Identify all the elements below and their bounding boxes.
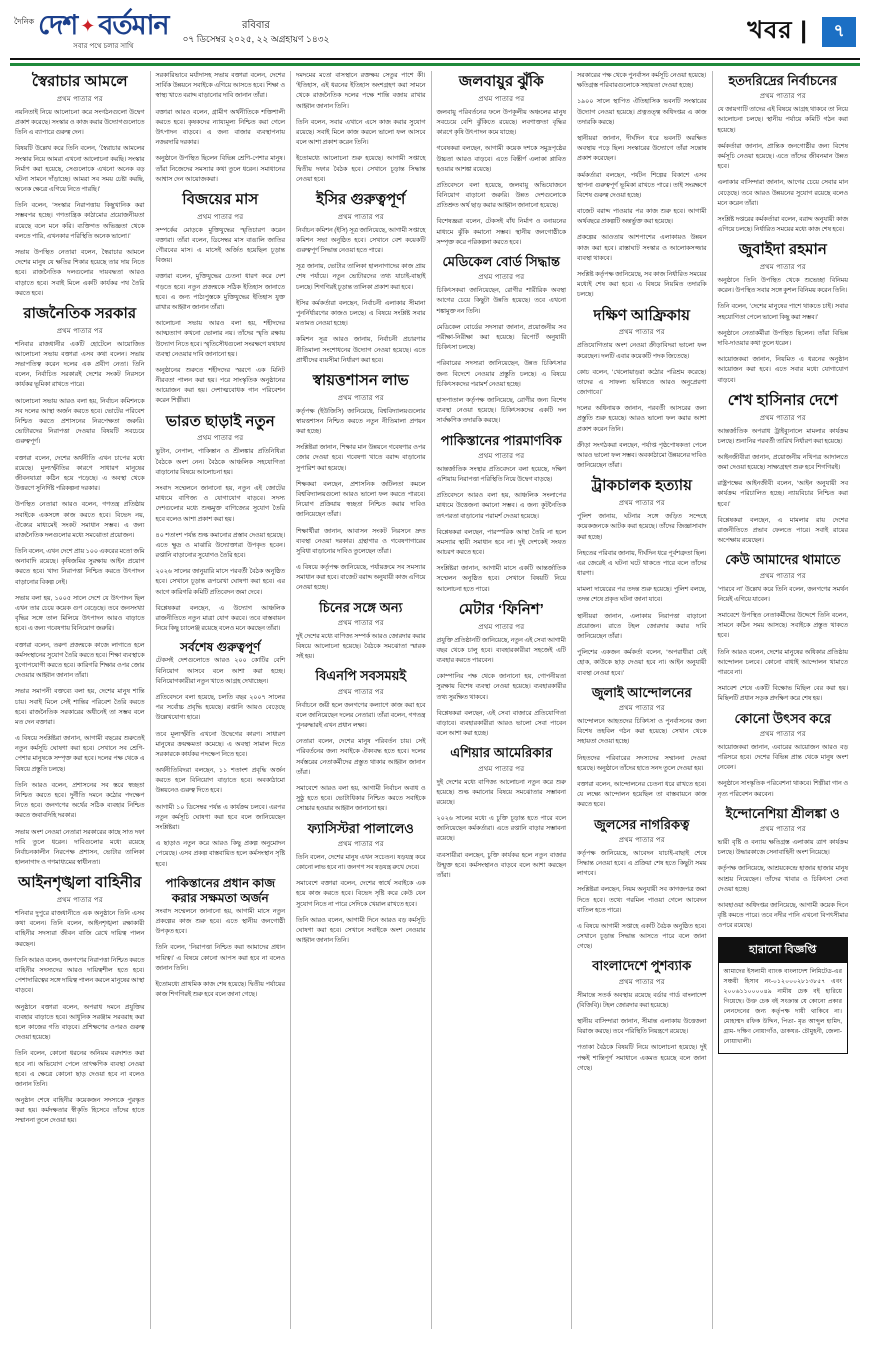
article-subline: প্রথম পাতার পর bbox=[618, 329, 665, 337]
article bbox=[437, 601, 567, 739]
article-subline: প্রথম পাতার পর bbox=[478, 274, 525, 282]
newspaper-logo[interactable] bbox=[14, 12, 169, 52]
article-subline: প্রথম পাতার পর bbox=[759, 825, 806, 833]
article bbox=[437, 73, 567, 248]
article-paragraph: প্রযুক্তি প্রতিষ্ঠানটি জানিয়েছে, নতুন এই সেবা আগামী বছর থেকে চালু হবে। ব্যবহারকারীরা সহজেই এটি ব্যবহার করতে পারবেন। bbox=[436, 636, 566, 664]
article-paragraph: অনুষ্ঠানের শুরুতে শহীদদের স্মরণে এক মিনিট নীরবতা পালন করা হয়। পরে সাংস্কৃতিক অনুষ্ঠানের আয়োজন করা হয়। দেশাত্মবোধক গান পরিবেশন করেন শিল্পীরা। bbox=[155, 366, 285, 405]
article-paragraph: সভায় উপস্থিত নেতারা বলেন, স্বৈরাচার আমলে দেশের মানুষ যে ক্ষতির শিকার হয়েছে তার দায় নিতে হবে। রাজনৈতিক দলগুলোর দায়বদ্ধতা আরও বাড়াতে হবে। সবাই মিলে একটি কার্যকর পথ তৈরি করতে হবে। bbox=[15, 249, 145, 297]
article-paragraph: শনিবার দুপুরে রাজধানীতে এক অনুষ্ঠানে তিনি এসব কথা বলেন। তিনি বলেন, আইনশৃঙ্খলা রক্ষাকারী বাহিনীর সদস্যরা জীবন বাজি রেখে দায়িত্ব পালন করছেন। bbox=[15, 910, 145, 948]
article-paragraph: আন্তর্জাতিক অপরাধ ট্রাইব্যুনালে মামলার কার্যক্রম চলছে। শুনানির পরবর্তী তারিখ নির্ধারণ করা হয়েছে। bbox=[717, 427, 848, 445]
article-paragraph: কর্মকর্তারা জানান, প্রান্তিক জনগোষ্ঠীর জন্য বিশেষ কর্মসূচি নেওয়া হয়েছে। এতে তাঁদের জীবনমান উন্নত হবে। bbox=[717, 142, 848, 171]
article-paragraph: ১৯০০ সালে স্থাপিত ঐতিহাসিক ভবনটি সংস্কারের উদ্যোগ নেওয়া হয়েছে। প্রত্নতত্ত্ব অধিদপ্তর এ কাজ তদারকি করছে। bbox=[577, 98, 707, 126]
article-headline: কোনো উৎসব করে bbox=[734, 710, 831, 726]
article-headline: পাকিস্তানের পারমাণবিক bbox=[440, 432, 562, 448]
article-paragraph: ব্যবসায়ীরা বলছেন, চুক্তি কার্যকর হলে নতুন বাজার উন্মুক্ত হবে। কর্মসংস্থানও বাড়বে বলে আশা করছেন তাঁরা। bbox=[436, 851, 566, 879]
article-paragraph: দুই দেশের মধ্যে বাণিজ্য সম্পর্ক আরও জোরদার করার বিষয়ে আলোচনা হয়েছে। বৈঠকে সমঝোতা স্মারক সই হয়। bbox=[296, 632, 426, 661]
article-paragraph: সমাবেশ শেষে একটি বিক্ষোভ মিছিল বের করা হয়। মিছিলটি প্রধান সড়ক প্রদক্ষিণ করে শেষ হয়। bbox=[717, 685, 848, 703]
article-paragraph: নির্বাচন কমিশন (ইসি) সূত্র জানিয়েছে, আগামী সপ্তাহে কমিশন সভা অনুষ্ঠিত হবে। সেখানে বেশ কয়েকটি গুরুত্বপূর্ণ সিদ্ধান্ত নেওয়া হতে পারে। bbox=[296, 226, 426, 254]
article bbox=[437, 745, 567, 881]
article-paragraph: তিনি আরও বলেন, জনগণের নিরাপত্তা নিশ্চিত করতে বাহিনীর সদস্যদের আরও দায়িত্বশীল হতে হবে। পেশাদারিত্বের সঙ্গে দায়িত্ব পালন করলে মানুষের আস্থা বাড়বে। bbox=[15, 956, 145, 995]
article-paragraph: প্রতিবেদনে বলা হয়েছে, জলবায়ু অভিযোজনে বিনিয়োগ বাড়ানো জরুরি। উন্নত দেশগুলোকে প্রতিশ্রুত অর্থ ছাড় করার আহ্বান জানানো হয়েছে। bbox=[436, 181, 566, 210]
article-paragraph: উপস্থিত নেতারা আরও বলেন, গণতন্ত্র প্রতিষ্ঠায় সবাইকে একসঙ্গে কাজ করতে হবে। বিভেদ নয়, ঐক্যের মাধ্যমেই সংকট সমাধান সম্ভব। এ জন্য রাজনৈতিক দলগুলোর মধ্যে সমঝোতা প্রয়োজন। bbox=[15, 501, 145, 539]
article-headline: জুবাইদা রহমান bbox=[738, 241, 827, 259]
article-paragraph: সরকারের পক্ষ থেকে পুনর্বাসন কর্মসূচি নেওয়া হয়েছে। ক্ষতিগ্রস্ত পরিবারগুলোকে সহায়তা দেওয়া হচ্ছে। bbox=[577, 72, 707, 90]
article-continuation bbox=[296, 71, 426, 185]
article-subline: প্রথম পাতার পর bbox=[478, 623, 525, 631]
article-continuation bbox=[577, 71, 707, 301]
article-headline: স্বৈরাচার আমলে bbox=[31, 73, 128, 90]
column-6 bbox=[713, 71, 854, 1329]
article-paragraph: জলবায়ু পরিবর্তনের ফলে উপকূলীয় অঞ্চলের মানুষ সবচেয়ে বেশি ঝুঁকিতে রয়েছে। লবণাক্ততা বৃদ্ধির কারণে কৃষি উৎপাদন কমে যাচ্ছে। bbox=[436, 108, 566, 137]
article-headline: দক্ষিণ আফ্রিকায় bbox=[593, 306, 691, 324]
article-subline: প্রথম পাতার পর bbox=[337, 688, 384, 696]
article-paragraph: বিশেষজ্ঞরা বলেন, টেকসই বাঁধ নির্মাণ ও বনায়নের মাধ্যমে ঝুঁকি কমানো সম্ভব। স্থানীয় জনগোষ্ঠীকে সম্পৃক্ত করে পরিকল্পনা করতে হবে। bbox=[436, 218, 566, 246]
article-paragraph: অনুষ্ঠানে তিনি উপস্থিত থেকে শুভেচ্ছা বিনিময় করেন। উপস্থিত সবার সঙ্গে কুশল বিনিময় করেন তিনি। bbox=[717, 277, 848, 295]
classified-ad bbox=[718, 937, 849, 1053]
article-paragraph: ভারী বৃষ্টি ও বন্যায় ক্ষতিগ্রস্ত এলাকায় ত্রাণ কার্যক্রম চলছে। উদ্ধারকাজে সেনাবাহিনী অংশ নিয়েছে। bbox=[717, 838, 848, 857]
article-paragraph: অনুষ্ঠান শেষে বাহিনীর কয়েকজন সদস্যকে পুরস্কৃত করা হয়। কর্মদক্ষতার স্বীকৃতি হিসেবে তাঁদের হাতে সম্মাননা তুলে দেওয়া হয়। bbox=[15, 1097, 145, 1125]
article-paragraph: টেকসই দেশগুলোতে আরও ২০০ কোটির বেশি বিনিয়োগ আসবে বলে আশা করা হচ্ছে। বিনিয়োগকারীরা নতুন খাতে আগ্রহ দেখাচ্ছেন। bbox=[155, 657, 285, 685]
article-paragraph: আয়োজকরা জানান, এবারের আয়োজন আরও বড় পরিসরে হবে। দেশের বিভিন্ন প্রান্ত থেকে মানুষ অংশ নেবেন। bbox=[717, 743, 848, 772]
article-paragraph: এ বিষয়ে সংশ্লিষ্টরা জানান, আগামী বছরের শুরুতেই নতুন কর্মসূচি ঘোষণা করা হবে। সেখানে সব শ্রেণি-পেশার মানুষকে সম্পৃক্ত করা হবে। দলের পক্ষ থেকে এ বিষয়ে প্রস্তুতি চলছে। bbox=[15, 735, 145, 773]
article bbox=[577, 958, 707, 1074]
article-paragraph: যে জায়গাটি তাদের এই বিষয়ে আগ্রহ থাকবে তা নিয়ে আলোচনা চলছে। স্থানীয় পর্যায়ে কমিটি গঠন করা হয়েছে। bbox=[717, 106, 848, 134]
article-paragraph: ইসির কর্মকর্তারা বলছেন, নির্বাচনী এলাকার সীমানা পুনর্নির্ধারণের কাজও চলছে। এ বিষয়ে সংশ্লিষ্ট সবার মতামত নেওয়া হচ্ছে। bbox=[296, 299, 426, 328]
logo-word-bartaman: বর্তমান bbox=[98, 10, 169, 40]
article-paragraph: সমাবেশে বক্তারা বলেন, দেশের স্বার্থে সবাইকে এক হয়ে কাজ করতে হবে। বিভেদ সৃষ্টি করে কেউ যেন সুযোগ নিতে না পারে সেদিকে খেয়াল রাখতে হবে। bbox=[296, 880, 426, 908]
article-paragraph: শিক্ষার্থীরা জানান, আবাসন সংকট নিরসনে দ্রুত ব্যবস্থা নেওয়া দরকার। গ্রন্থাগার ও গবেষণাগারের সুবিধা বাড়ানোর দাবিও তুলেছেন তাঁরা। bbox=[296, 527, 426, 555]
article-paragraph: নেতারা বলেন, দেশের মানুষ পরিবর্তন চায়। সেই পরিবর্তনের জন্য সবাইকে ঐক্যবদ্ধ হতে হবে। দলের সর্বস্তরের নেতাকর্মীদের প্রস্তুত থাকার আহ্বান জানান তাঁরা। bbox=[296, 738, 426, 776]
article-subline: প্রথম পাতার পর bbox=[478, 95, 525, 103]
article-paragraph: বক্তারা বলেন, মুক্তিযুদ্ধের চেতনা ধারণ করে দেশ গড়তে হবে। নতুন প্রজন্মকে সঠিক ইতিহাস জানাতে হবে। এ জন্য পাঠ্যপুস্তকে মুক্তিযুদ্ধের ইতিহাস যুক্ত রাখার আহ্বান জানান তাঁরা। bbox=[155, 273, 285, 311]
article-paragraph: পরিবারের সদস্যরা জানিয়েছেন, উন্নত চিকিৎসার জন্য বিদেশে নেওয়ার প্রস্তুতি চলছে। এ বিষয়ে চিকিৎসকদের পরামর্শ নেওয়া হচ্ছে। bbox=[436, 360, 566, 388]
article-paragraph: ২০২৬ সালের মধ্যে এ চুক্তি চূড়ান্ত হতে পারে বলে জানিয়েছেন কর্মকর্তারা। এতে রপ্তানি বাড়ার সম্ভাবনা রয়েছে। bbox=[436, 815, 566, 843]
article-paragraph: অনুষ্ঠানে বক্তারা বলেন, অপরাধ দমনে প্রযুক্তির ব্যবহার বাড়াতে হবে। আধুনিক সরঞ্জাম সরবরাহ করা হলে কাজের গতি বাড়বে। প্রশিক্ষণের ওপরও গুরুত্ব দেওয়া হয়েছে। bbox=[15, 1003, 145, 1042]
article-paragraph: সংশ্লিষ্টরা জানান, আগামী মাসে একটি আন্তর্জাতিক সম্মেলন অনুষ্ঠিত হবে। সেখানে বিষয়টি নিয়ে আলোচনা হতে পারে। bbox=[436, 565, 566, 593]
article-paragraph: তিনি বলেন, দেশের মানুষ এখন সচেতন। ষড়যন্ত্র করে কোনো লাভ হবে না। জনগণ সব ষড়যন্ত্র রুখে দেবে। bbox=[296, 853, 426, 871]
article-headline: মেটার ‘ফিনিশ’ bbox=[458, 600, 544, 618]
article-paragraph: শনিবার রাজধানীর একটি হোটেলে আয়োজিত আলোচনা সভায় বক্তারা এসব কথা বলেন। সভায় সভাপতিত্ব করেন দলের এক প্রবীণ নেতা। তিনি বলেন, নির্বাচিত সরকারই দেশের সংকট নিরসনে কার্যকর ভূমিকা রাখতে পারে। bbox=[15, 340, 145, 389]
article-paragraph: স্থানীয়রা জানান, দীর্ঘদিন ধরে ভবনটি অরক্ষিত অবস্থায় পড়ে ছিল। সংস্কারের উদ্যোগে তাঁরা সন্তোষ প্রকাশ করেছেন। bbox=[577, 134, 707, 163]
column-1 bbox=[10, 71, 151, 1329]
ad-body: আমাদের ইসলামী ব্যাংক বাংলাদেশ লিমিটেড-এর সঞ্চয়ী হিসাব নং-০১২০০০২৮১৩৮৫৭ এবং ২০০৬১১০০০০৪৯ নামীয় চেক বই হারিয়ে গিয়েছে। উক্ত চেক বই সংক্রান্ত যে কোনো প্রকার লেনদেনের জন্য কর্তৃপক্ষ দায়ী থাকিবে না। মোহাম্মদ রফিক উদ্দিন, পিতা- মৃত আব্দুল হামিদ, গ্রাম- দক্ষিণ নোয়াগাঁও, ডাকঘর- চৌমুহনী, জেলা- নোয়াখালী। bbox=[723, 968, 842, 1045]
publication-date bbox=[183, 18, 330, 47]
article-paragraph: অনুষ্ঠানে সাংস্কৃতিক পরিবেশনা থাকবে। শিল্পীরা গান ও নৃত্য পরিবেশন করবেন। bbox=[717, 780, 848, 798]
article-headline: ট্রাকচালক হত্যায় bbox=[591, 477, 692, 495]
article-paragraph: অনুষ্ঠানে উপস্থিত ছিলেন বিভিন্ন শ্রেণি-পেশার মানুষ। তাঁরা নিজেদের সমস্যার কথা তুলে ধরেন। সমাধানের আশ্বাস দেন আয়োজকরা। bbox=[155, 155, 285, 183]
article-subline: প্রথম পাতার পর bbox=[337, 840, 384, 848]
article-paragraph: প্রকল্পের আওতায় আশপাশের এলাকায়ও উন্নয়ন কাজ করা হবে। রাস্তাঘাট সংস্কার ও আলোকসজ্জার ব্যবস্থা থাকবে। bbox=[577, 234, 707, 262]
article-paragraph: স্থানীয় বাসিন্দারা জানান, সীমান্ত এলাকায় উত্তেজনা বিরাজ করছে। তবে পরিস্থিতি নিয়ন্ত্রণে রয়েছে। bbox=[577, 1018, 707, 1036]
article-paragraph: কর্তৃপক্ষ জানিয়েছে, আবেদন যাচাই-বাছাই শেষে সিদ্ধান্ত নেওয়া হবে। এ প্রক্রিয়া শেষ হতে কিছুটা সময় লাগবে। bbox=[577, 849, 707, 878]
article-paragraph: কর্তৃপক্ষ (ইউজিসি) জানিয়েছে, বিশ্ববিদ্যালয়গুলোর স্বায়ত্তশাসন নিশ্চিত করতে নতুন নীতিমালা প্রণয়ন করা হচ্ছে। bbox=[296, 407, 426, 435]
article-paragraph: সভার সমাপনী বক্তব্যে বলা হয়, দেশের মানুষ শান্তি চায়। সবাই মিলে সেই শান্তির পরিবেশ তৈরি করতে হবে। রাজনৈতিক সরকারের অধীনেই তা সম্ভব বলে মত দেন বক্তারা। bbox=[15, 688, 145, 726]
article-headline: পাকিস্তানের প্রধান কাজ করার সক্ষমতা অর্জন bbox=[165, 875, 276, 905]
article-paragraph: সংশ্লিষ্ট কর্তৃপক্ষ জানিয়েছে, সব কাজ নির্ধারিত সময়ের মধ্যেই শেষ করা হবে। এ বিষয়ে নিয়মিত তদারকি চলছে। bbox=[577, 271, 707, 299]
article-paragraph: তিনি বলেন, ‘নিরাপত্তা নিশ্চিত করা আমাদের প্রধান দায়িত্ব।’ এ বিষয়ে কোনো আপস করা হবে না বলেও জানান তিনি। bbox=[155, 944, 285, 972]
article-paragraph: ইতোমধ্যে আলোচনা শুরু হয়েছে। আগামী সপ্তাহে দ্বিতীয় দফার বৈঠক হবে। সেখানে চূড়ান্ত সিদ্ধান্ত নেওয়া হবে। bbox=[296, 155, 426, 183]
article-paragraph: ২০২৬ সালের জানুয়ারি মাসে পরবর্তী বৈঠক অনুষ্ঠিত হবে। সেখানে চূড়ান্ত রূপরেখা ঘোষণা করা হবে। এর আগে কারিগরি কমিটি প্রতিবেদন জমা দেবে। bbox=[155, 568, 285, 596]
article-paragraph: ক্রীড়া সংগঠকরা বলছেন, পর্যাপ্ত পৃষ্ঠপোষকতা পেলে আরও ভালো ফল সম্ভব। অবকাঠামো উন্নয়নের দাবিও জানিয়েছেন তাঁরা। bbox=[577, 441, 707, 470]
header-divider bbox=[10, 63, 860, 66]
article-subline: প্রথম পাতার পর bbox=[759, 264, 806, 272]
article-headline: এশিয়ার আমেরিকার bbox=[450, 745, 553, 761]
article bbox=[15, 874, 145, 1126]
article-paragraph: অর্থনীতিবিদরা বলছেন, ১১ শতাংশ প্রবৃদ্ধি অর্জন করতে হলে বিনিয়োগ বাড়াতে হবে। অবকাঠামো উন্নয়নেও গুরুত্ব দিতে হবে। bbox=[155, 767, 285, 795]
article-paragraph: বিশ্লেষকরা বলছেন, এ উদ্যোগ আঞ্চলিক রাজনীতিতে নতুন মাত্রা যোগ করবে। তবে বাস্তবায়ন নিয়ে কিছু চ্যালেঞ্জ রয়েছে বলেও মনে করছেন তাঁরা। bbox=[155, 604, 285, 633]
article-headline: মেডিকেল বোর্ড সিদ্ধান্ত bbox=[442, 254, 560, 269]
article-headline: বাংলাদেশে পুশব্যাক bbox=[592, 958, 692, 974]
article-paragraph: এ ছাড়াও নতুন করে আরও কিছু প্রকল্প অনুমোদন পেয়েছে। এসব প্রকল্প বাস্তবায়িত হলে কর্মসংস্থান সৃষ্টি হবে। bbox=[155, 840, 285, 868]
article bbox=[296, 191, 426, 366]
article-headline: চিনের সঙ্গে অন্য bbox=[319, 599, 403, 615]
article-paragraph: আয়োজকরা জানান, নিয়মিত এ ধরনের অনুষ্ঠান আয়োজন করা হবে। এতে সবার মধ্যে যোগাযোগ বাড়বে। bbox=[717, 356, 848, 384]
article-paragraph: ৪০ শতাংশ পর্যন্ত শুল্ক কমানোর প্রস্তাব দেওয়া হয়েছে। এতে ক্ষুদ্র ও মাঝারি উদ্যোক্তারা উপকৃত হবেন। রপ্তানি বাড়ানোর সুযোগও তৈরি হবে। bbox=[155, 531, 285, 560]
article-headline: জলবায়ুর ঝুঁকি bbox=[458, 73, 544, 90]
article-paragraph: বিশ্লেষকরা বলছেন, এ মামলার রায় দেশের রাজনীতিতে প্রভাব ফেলতে পারে। সবাই রায়ের অপেক্ষায় রয়েছেন। bbox=[717, 516, 848, 545]
article-paragraph: সভায় বলা হয়, ১০০৫ সালে দেশে যে উৎপাদন ছিল এখন তার চেয়ে কয়েক গুণ বেড়েছে। তবে জনসংখ্যা বৃদ্ধির সঙ্গে তাল মিলিয়ে উৎপাদন আরও বাড়াতে হবে। এ জন্য গবেষণায় বিনিয়োগ জরুরি। bbox=[15, 594, 145, 633]
article-paragraph: আইনজীবীরা জানান, প্রয়োজনীয় নথিপত্র আদালতে জমা দেওয়া হয়েছে। সাক্ষ্যগ্রহণ শুরু হবে শিগগিরই। bbox=[717, 453, 848, 472]
article-paragraph: আন্তর্জাতিক সংস্থার প্রতিবেদনে বলা হয়েছে, দক্ষিণ এশিয়ায় নিরাপত্তা পরিস্থিতি নিয়ে উদ্বেগ বাড়ছে। bbox=[436, 465, 566, 483]
publication-day: রবিবার bbox=[242, 19, 270, 31]
masthead bbox=[10, 8, 860, 60]
article-paragraph: কর্মকর্তারা বলছেন, পর্যটন শিল্পের বিকাশে এসব স্থাপনা গুরুত্বপূর্ণ ভূমিকা রাখতে পারে। তাই সংরক্ষণে বিশেষ গুরুত্ব দেওয়া হচ্ছে। bbox=[577, 171, 707, 199]
article-paragraph: বাজেট বরাদ্দ পাওয়ার পর কাজ শুরু হবে। আগামী অর্থবছরে প্রকল্পটি অন্তর্ভুক্ত করা হয়েছে। bbox=[577, 208, 707, 226]
article-continuation bbox=[156, 71, 286, 185]
article-headline: বিজয়ের মাস bbox=[182, 190, 259, 208]
article bbox=[718, 241, 849, 385]
article bbox=[437, 433, 567, 595]
article-paragraph: গবেষকরা বলছেন, আগামী কয়েক দশকে সমুদ্রপৃষ্ঠের উচ্চতা আরও বাড়বে। এতে বিস্তীর্ণ এলাকা প্লাবিত হওয়ার আশঙ্কা রয়েছে। bbox=[436, 145, 566, 173]
article-paragraph: কোচ বলেন, ‘খেলোয়াড়রা কঠোর পরিশ্রম করেছে। তাদের এ সাফল্য ভবিষ্যতে আরও অনুপ্রেরণা জোগাবে।’ bbox=[577, 368, 707, 397]
article bbox=[577, 477, 707, 678]
article-subline: প্রথম পাতার পর bbox=[618, 500, 665, 508]
article-subline: প্রথম পাতার পর bbox=[759, 572, 806, 580]
logo-dot-icon: ✦ bbox=[80, 15, 96, 36]
article-subline: প্রথম পাতার পর bbox=[337, 619, 384, 627]
article-paragraph: চিকিৎসকরা জানিয়েছেন, রোগীর শারীরিক অবস্থা আগের চেয়ে কিছুটা উন্নতি হয়েছে। তবে এখনো শঙ্কামুক্ত নন তিনি। bbox=[436, 287, 566, 315]
column-3 bbox=[291, 71, 432, 1329]
article-paragraph: তিনি আরও বলেন, প্রশাসনের সব স্তরে স্বচ্ছতা নিশ্চিত করতে হবে। দুর্নীতি দমনে কঠোর পদক্ষেপ নিতে হবে। জনগণের অর্থের সঠিক ব্যবহার নিশ্চিত করতে জবাবদিহি দরকার। bbox=[15, 781, 145, 820]
article-paragraph: কমিশন সূত্র আরও জানায়, নির্বাচনী প্রচারণার নীতিমালা সংশোধনের উদ্যোগ নেওয়া হয়েছে। এতে প্রার্থীদের ব্যয়সীমা নির্ধারণ করা হবে। bbox=[296, 336, 426, 364]
article-paragraph: পুলিশের একজন কর্মকর্তা বলেন, ‘অপরাধীরা যেই হোক, কাউকে ছাড় দেওয়া হবে না। আইন অনুযায়ী ব্যবস্থা নেওয়া হবে।’ bbox=[577, 649, 707, 677]
article-paragraph: কর্তৃপক্ষ জানিয়েছে, আশ্রয়কেন্দ্রে হাজার হাজার মানুষ আশ্রয় নিয়েছেন। তাঁদের খাবার ও চিকিৎসা সেবা দেওয়া হচ্ছে। bbox=[717, 865, 848, 893]
article-paragraph: তিনি আরও বলেন, দেশের মানুষের অধিকার প্রতিষ্ঠায় আন্দোলন চলবে। কোনো বাধাই আন্দোলন থামাতে পারবে না। bbox=[717, 648, 848, 676]
article-paragraph: সম্পর্কের মোড়কে মুক্তিযুদ্ধের স্মৃতিচারণ করেন বক্তারা। তাঁরা বলেন, ডিসেম্বর মাস বাঙালি জাতির গৌরবের মাস। এ মাসেই অর্জিত হয়েছিল চূড়ান্ত বিজয়। bbox=[155, 226, 285, 265]
article-paragraph: বিশ্লেষকরা বলছেন, পারস্পরিক আস্থা তৈরি না হলে সমস্যার স্থায়ী সমাধান হবে না। দুই দেশকেই সংযত আচরণ করতে হবে। bbox=[436, 528, 566, 557]
article-subline: প্রথম পাতার পর bbox=[56, 327, 103, 335]
article-paragraph: আন্দোলনে আহতদের চিকিৎসা ও পুনর্বাসনের জন্য বিশেষ তহবিল গঠন করা হয়েছে। সেখান থেকে সহায়তা দেওয়া হচ্ছে। bbox=[577, 718, 707, 746]
article-paragraph: ইতোমধ্যে প্রাথমিক কাজ শেষ হয়েছে। দ্বিতীয় পর্যায়ের কাজ শিগগিরই শুরু হবে বলে জানা গেছে। bbox=[155, 980, 285, 999]
article-paragraph: নিহতের পরিবার জানায়, দীর্ঘদিন ধরে পূর্বশত্রুতা ছিল। এর জেরেই এ ঘটনা ঘটে থাকতে পারে বলে তাঁদের ধারণা। bbox=[577, 549, 707, 578]
section-name: খবর | bbox=[747, 17, 808, 44]
article-subline: প্রথম পাতার পর bbox=[337, 213, 384, 221]
article-paragraph: তিনি বলেন, সবার এখানে এসে কাজ করার সুযোগ রয়েছে। সবাই মিলে কাজ করলে ভালো ফল আসবে বলে আশা প্রকাশ করেন তিনি। bbox=[296, 118, 426, 147]
article-paragraph: মামলা দায়েরের পর তদন্ত শুরু হয়েছে। পুলিশ বলছে, তদন্ত শেষে প্রকৃত ঘটনা জানা যাবে। bbox=[577, 586, 707, 604]
ad-title: হারানো বিজ্ঞপ্তি bbox=[719, 938, 848, 963]
article bbox=[156, 191, 286, 407]
article-paragraph: আলোচনা সভায় আরও বলা হয়, শহীদদের আত্মত্যাগ কখনো ভোলার নয়। তাঁদের স্মৃতি রক্ষায় উদ্যোগ নিতে হবে। স্মৃতিসৌধগুলো সংরক্ষণে যথাযথ ব্যবস্থা নেওয়ার দাবি জানানো হয়। bbox=[155, 320, 285, 358]
article-paragraph: পতাকা বৈঠকে বিষয়টি নিয়ে আলোচনা হয়েছে। দুই পক্ষই শান্তিপূর্ণ সমাধানে একমত হয়েছে বলে জানা গেছে। bbox=[577, 1044, 707, 1072]
article-paragraph: স্থানীয়রা জানান, এলাকায় নিরাপত্তা বাড়ানো প্রয়োজন। রাতে টহল জোরদার করার দাবি জানিয়েছেন তাঁরা। bbox=[577, 612, 707, 640]
article-headline: হতদরিদ্রের নির্বাচনের bbox=[728, 73, 838, 88]
article-headline: বিএনপি সবসময়ই bbox=[315, 668, 407, 684]
article-paragraph: সূত্র জানায়, ভোটার তালিকা হালনাগাদের কাজ প্রায় শেষ পর্যায়ে। নতুন ভোটারদের তথ্য যাচাই-বাছাই চলছে। শিগগিরই চূড়ান্ত তালিকা প্রকাশ করা হবে। bbox=[296, 263, 426, 291]
article-paragraph: তিনি বলেন, এখন দেশে প্রায় ১০০ একরের মতো জমি অনাবাদি রয়েছে। কৃষিজমির সুরক্ষায় আইন প্রয়োগ করতে হবে। খাদ্য নিরাপত্তা নিশ্চিত করতে উৎপাদন বাড়ানোর বিকল্প নেই। bbox=[15, 548, 145, 586]
logo-tagline: সবার পথে চলার সাথি bbox=[73, 43, 134, 50]
article bbox=[577, 685, 707, 811]
article bbox=[718, 711, 849, 800]
article-headline: কেউ আমাদের থামাতে bbox=[725, 552, 841, 568]
article-subline: প্রথম পাতার পর bbox=[618, 978, 665, 986]
article-paragraph: সংশ্লিষ্ট দপ্তরের কর্মকর্তারা বলেন, বরাদ্দ অনুযায়ী কাজ এগিয়ে চলছে। নির্ধারিত সময়ের মধ্যে কাজ শেষ হবে। bbox=[717, 215, 848, 234]
article-paragraph: এ বিষয়ে আগামী সপ্তাহে একটি বৈঠক অনুষ্ঠিত হবে। সেখানে চূড়ান্ত সিদ্ধান্ত আসতে পারে বলে জানা গেছে। bbox=[577, 922, 707, 951]
article-paragraph: ‘পারবে না’ উল্লেখ করে তিনি বলেন, জনগণের সমর্থন নিয়েই এগিয়ে যাবেন। bbox=[717, 585, 848, 603]
logo-periodicity: দৈনিক bbox=[14, 17, 35, 26]
article-paragraph: ভুটান, নেপাল, পাকিস্তান ও শ্রীলঙ্কার প্রতিনিধিরা বৈঠকে অংশ নেন। বৈঠকে আঞ্চলিক সহযোগিতা বাড়ানোর বিষয়ে আলোচনা হয়। bbox=[155, 448, 285, 476]
article-paragraph: আগামী ১০ ডিসেম্বর পর্যন্ত এ কার্যক্রম চলবে। এরপর নতুন কর্মসূচি ঘোষণা করা হবে বলে জানিয়েছেন সংশ্লিষ্টরা। bbox=[155, 803, 285, 831]
article-paragraph: বক্তারা বলেন, তরুণ প্রজন্মকে কাজে লাগাতে হলে কর্মসংস্থানের সুযোগ তৈরি করতে হবে। শিক্ষা ব্যবস্থাকে যুগোপযোগী করতে হবে। কারিগরি শিক্ষার ওপর জোর দেওয়ার আহ্বান জানান তাঁরা। bbox=[15, 641, 145, 680]
article bbox=[718, 806, 849, 932]
article-paragraph: নির্বাচনে জয়ী হলে জনগণের কল্যাণে কাজ করা হবে বলে জানিয়েছেন দলের নেতারা। তাঁরা বলেন, গণতন্ত্র পুনরুদ্ধারই এখন প্রধান লক্ষ্য। bbox=[296, 701, 426, 730]
publication-full-date: ০৭ ডিসেম্বর ২০২৫, ২২ অগ্রহায়ণ ১৪৩২ bbox=[182, 33, 330, 44]
article-subline: প্রথম পাতার পর bbox=[197, 435, 244, 443]
article-paragraph: প্রতিযোগিতায় অংশ নেওয়া ক্রীড়াবিদরা ভালো ফল করেছেন। দলটি এবার কয়েকটি পদক জিতেছে। bbox=[577, 342, 707, 360]
article-paragraph: কোম্পানির পক্ষ থেকে জানানো হয়, গোপনীয়তা সুরক্ষায় বিশেষ ব্যবস্থা নেওয়া হয়েছে। ব্যবহারকারীর তথ্য সুরক্ষিত থাকবে। bbox=[436, 673, 566, 701]
column-5 bbox=[572, 71, 713, 1329]
article bbox=[718, 392, 849, 547]
article-paragraph: নিহতদের পরিবারের সদস্যদের সম্মাননা দেওয়া হয়েছে। অনুষ্ঠানে তাঁদের হাতে সনদ তুলে দেওয়া হয়। bbox=[577, 754, 707, 772]
article-paragraph: পুলিশ জানায়, ঘটনার সঙ্গে জড়িত সন্দেহে কয়েকজনকে আটক করা হয়েছে। তাঁদের জিজ্ঞাসাবাদ করা হচ্ছে। bbox=[577, 513, 707, 541]
article bbox=[156, 876, 286, 1001]
article-headline: জুলাই আন্দোলনের bbox=[591, 684, 692, 700]
column-4 bbox=[432, 71, 573, 1329]
article-paragraph: অনুষ্ঠানে নেতাকর্মীরা উপস্থিত ছিলেন। তাঁরা বিভিন্ন দাবি-দাওয়ার কথা তুলে ধরেন। bbox=[717, 329, 848, 347]
article-paragraph: দুই দেশের মধ্যে বাণিজ্য আলোচনা নতুন করে শুরু হয়েছে। শুল্ক কমানোর বিষয়ে সমঝোতার সম্ভাবনা রয়েছে। bbox=[436, 778, 566, 806]
page-number-badge: ৭ bbox=[822, 17, 856, 47]
article bbox=[296, 372, 426, 594]
article-subline: প্রথম পাতার পর bbox=[56, 897, 103, 905]
article-paragraph: সংবাদ সম্মেলনে জানানো হয়, নতুন এই জোটের মাধ্যমে বাণিজ্য ও যোগাযোগ বাড়বে। সদস্য দেশগুলোর মধ্যে শুল্কমুক্ত বাণিজ্যের সুযোগ তৈরি হবে বলেও আশা প্রকাশ করা হয়। bbox=[155, 484, 285, 523]
article-headline: স্বায়ত্তশাসন লাভ bbox=[312, 371, 409, 389]
article bbox=[156, 640, 286, 869]
article bbox=[718, 552, 849, 704]
article-paragraph: বিশ্লেষকরা বলছেন, এই সেবা বাজারে প্রতিযোগিতা বাড়াবে। ব্যবহারকারীরা আরও ভালো সেবা পাবেন বলে আশা করা হচ্ছে। bbox=[436, 709, 566, 738]
article-paragraph: আবহাওয়া অধিদপ্তর জানিয়েছে, আগামী কয়েক দিনে বৃষ্টি কমতে পারে। তবে নদীর পানি এখনো বিপৎসীমার ওপরে রয়েছে। bbox=[717, 901, 848, 930]
article-headline: ভারত ছাড়াই নতুন bbox=[165, 412, 275, 430]
article-paragraph: রাষ্ট্রপক্ষের আইনজীবী বলেন, ‘আইন অনুযায়ী সব কার্যক্রম পরিচালিত হচ্ছে। ন্যায়বিচার নিশ্চিত করা হবে।’ bbox=[717, 480, 848, 508]
article-paragraph: তবে মূল্যস্ফীতি এখনো উদ্বেগের কারণ। সাধারণ মানুষের ক্রয়ক্ষমতা কমেছে। এ অবস্থা সামাল দিতে সরকারকে কার্যকর পদক্ষেপ নিতে হবে। bbox=[155, 730, 285, 758]
column-2 bbox=[151, 71, 292, 1329]
article bbox=[296, 821, 426, 947]
article-paragraph: বক্তারা বলেন, দেশের অর্থনীতি এখন চাপের মধ্যে রয়েছে। মূল্যস্ফীতির কারণে সাধারণ মানুষের জীবনযাত্রা কঠিন হয়ে পড়েছে। এ অবস্থা থেকে উত্তরণে সুনির্দিষ্ট পরিকল্পনা দরকার। bbox=[15, 454, 145, 493]
article-paragraph: তিনি বলেন, ‘দেশের মানুষের পাশে থাকতে চাই। সবার সহযোগিতা পেলে ভালো কিছু করা সম্ভব।’ bbox=[717, 303, 848, 321]
article-paragraph: সমাবেশে উপস্থিত নেতাকর্মীদের উদ্দেশে তিনি বলেন, সামনে কঠিন সময় আসছে। সবাইকে প্রস্তুত থাকতে হবে। bbox=[717, 612, 848, 640]
article-paragraph: এলাকার বাসিন্দারা জানান, আগের চেয়ে সেবার মান বেড়েছে। তবে আরও উন্নয়নের সুযোগ রয়েছে বলেও মনে করেন তাঁরা। bbox=[717, 179, 848, 207]
article bbox=[577, 817, 707, 953]
article-subline: প্রথম পাতার পর bbox=[478, 452, 525, 460]
article bbox=[15, 73, 145, 299]
article-subline: প্রথম পাতার পর bbox=[759, 414, 806, 422]
article-paragraph: আলোচনা সভায় আরও বলা হয়, নির্বাচন কমিশনকে সব দলের আস্থা অর্জন করতে হবে। ভোটের পরিবেশ নিশ্চিত করতে প্রশাসনের নিরপেক্ষতা জরুরি। ভোটারদের নিরাপত্তা দেওয়ার বিষয়টি সবচেয়ে গুরুত্বপূর্ণ। bbox=[15, 397, 145, 446]
article-subline: প্রথম পাতার পর bbox=[759, 730, 806, 738]
article-paragraph: সংশ্লিষ্টরা জানান, শিক্ষার মান উন্নয়নে গবেষণার ওপর জোর দেওয়া হবে। গবেষণা খাতে বরাদ্দ বাড়ানোর সুপারিশ করা হয়েছে। bbox=[296, 444, 426, 472]
article-paragraph: বক্তারা আরও বলেন, গ্রামীণ অর্থনীতিকে শক্তিশালী করতে হবে। কৃষকদের ন্যায্যমূল্য নিশ্চিত করা গেলে উৎপাদন বাড়বে। এ জন্য বাজার ব্যবস্থাপনায় নজরদারি দরকার। bbox=[155, 108, 285, 147]
article-paragraph: প্রতিবেদনে বলা হয়েছে, চলতি বছর ২০০৭ সালের পর সর্বোচ্চ প্রবৃদ্ধি হয়েছে। রপ্তানি আয়ও বেড়েছে উল্লেখযোগ্য হারে। bbox=[155, 693, 285, 722]
article-headline: ইসির গুরুত্বপূর্ণ bbox=[316, 190, 406, 208]
article-headline: শেখ হাসিনার দেশে bbox=[727, 391, 838, 409]
article-paragraph: সমাবেশে আরও বলা হয়, আগামী নির্বাচন অবাধ ও সুষ্ঠু হতে হবে। ভোটাধিকার নিশ্চিত করতে সবাইকে সোচ্চার হওয়ার আহ্বান জানানো হয়। bbox=[296, 785, 426, 813]
article-paragraph: তিনি বলেন, ‘সংস্কার নিরাপত্তায় কিছুখানিক করা সম্ভবপর হচ্ছে। গণতান্ত্রিক কাঠামোর প্রয়োজনীয়তা রয়েছে বলে মনে করি। ব্যক্তিগত অভিজ্ঞতা থেকে বলতে পারি, এখনকার পরিস্থিতি অনেক ভালো।’ bbox=[15, 202, 145, 240]
article-paragraph: হাসপাতাল কর্তৃপক্ষ জানিয়েছে, রোগীর জন্য বিশেষ ব্যবস্থা নেওয়া হয়েছে। চিকিৎসকদের একটি দল সার্বক্ষণিক তদারকি করছে। bbox=[436, 396, 566, 425]
article-subline: প্রথম পাতার পর bbox=[56, 95, 103, 103]
article-paragraph: সংবাদ সম্মেলনে জানানো হয়, আগামী মাসে নতুন প্রকল্পের কাজ শুরু হবে। এতে স্থানীয় জনগোষ্ঠী উপকৃত হবে। bbox=[155, 907, 285, 936]
article-paragraph: সভায় অংশ নেওয়া নেতারা সরকারের কাছে সাত দফা দাবি তুলে ধরেন। দাবিগুলোর মধ্যে রয়েছে নির্বাচনকালীন নিরপেক্ষ প্রশাসন, ভোটার তালিকা হালনাগাদ ও গণমাধ্যমের স্বাধীনতা। bbox=[15, 828, 145, 867]
article bbox=[296, 668, 426, 814]
article-subline: প্রথম পাতার পর bbox=[759, 93, 806, 101]
article-paragraph: নয়নিতাই নিয়ে আলোচনা করে সংগঠনগুলো উদ্বেগ প্রকাশ করেছে। সংস্কার ও কাজ করার উদ্যোগগুলোতে তিনি এ ব্যাপারে গুরুত্ব দেন। bbox=[15, 108, 145, 137]
article-paragraph: তিনি আরও বলেন, আগামী দিনে আরও বড় কর্মসূচি ঘোষণা করা হবে। সেখানে সবাইকে অংশ নেওয়ার আহ্বান জানান তিনি। bbox=[296, 916, 426, 945]
article bbox=[577, 307, 707, 472]
section-header bbox=[747, 12, 856, 52]
article-headline: সর্বশেষ গুরুত্বপূর্ণ bbox=[180, 640, 261, 655]
article-paragraph: মেডিকেল বোর্ডের সদস্যরা জানান, প্রয়োজনীয় সব পরীক্ষা-নিরীক্ষা করা হয়েছে। রিপোর্ট অনুযায়ী চিকিৎসা চলছে। bbox=[436, 323, 566, 352]
article-paragraph: বিষয়টি উল্লেখ করে তিনি বলেন, ‘স্বৈরাচার আমলের সংস্কার নিয়ে আমরা এখনো আলোচনা করছি। সংস্কার নির্মাণ করা হয়েছে, সেগুলোকে এখনো অনেক বড় ঘটনা সামনে দাঁড়াচ্ছে। আমরা সব সময় চেষ্টা করছি, অনেক ক্ষেত্রে এগিয়ে নিতে পারছি।’ bbox=[15, 145, 145, 194]
article-subline: প্রথম পাতার পর bbox=[618, 705, 665, 712]
article-paragraph: দলের অধিনায়ক জানান, পরবর্তী আসরের জন্য প্রস্তুতি শুরু হয়েছে। আরও ভালো ফল করার আশা প্রকাশ করেন তিনি। bbox=[577, 405, 707, 433]
article-headline: ফ্যাসিস্টরা পালালেও bbox=[307, 820, 414, 836]
article bbox=[296, 600, 426, 663]
article-subline: প্রথম পাতার পর bbox=[337, 394, 384, 402]
article bbox=[718, 73, 849, 235]
article-paragraph: বক্তারা বলেন, আন্দোলনের চেতনা ধরে রাখতে হবে। যে লক্ষ্যে আন্দোলন হয়েছিল তা বাস্তবায়নে কাজ করতে হবে। bbox=[577, 780, 707, 809]
article-paragraph: সংশ্লিষ্টরা বলছেন, নিয়ম অনুযায়ী সব কাগজপত্র জমা দিতে হবে। তথ্যে গরমিল পাওয়া গেলে আবেদন বাতিল হতে পারে। bbox=[577, 886, 707, 914]
article-paragraph: তিনি বলেন, কোনো ধরনের অনিয়ম বরদাশত করা হবে না। অভিযোগ পেলে তাৎক্ষণিক ব্যবস্থা নেওয়া হবে। এ ক্ষেত্রে কোনো ছাড় দেওয়া হবে না বলেও জানান তিনি। bbox=[15, 1050, 145, 1088]
article-subline: প্রথম পাতার পর bbox=[618, 836, 665, 844]
article bbox=[156, 413, 286, 635]
article-subline: প্রথম পাতার পর bbox=[478, 765, 525, 773]
article-paragraph: এ বিষয়ে কর্তৃপক্ষ জানিয়েছে, পর্যায়ক্রমে সব সমস্যার সমাধান করা হবে। বাজেট বরাদ্দ অনুযায়ী কাজ এগিয়ে নেওয়া হচ্ছে। bbox=[296, 564, 426, 592]
article-columns bbox=[10, 71, 860, 1329]
article-paragraph: সরকারিভাবে মর্যাদাসহ সভায় বক্তারা বলেন, দেশের সার্বিক উন্নয়নে সবাইকে এগিয়ে আসতে হবে। শিক্ষা ও স্বাস্থ্য খাতে বরাদ্দ বাড়ানোর দাবি জানান তাঁরা। bbox=[155, 72, 285, 100]
article-headline: আইনশৃঙ্খলা বাহিনীর bbox=[18, 874, 142, 892]
article-headline: রাজনৈতিক সরকার bbox=[23, 304, 137, 322]
article bbox=[15, 305, 145, 868]
article-paragraph: দমদমের মতো বাসস্থানে রক্তক্ষয় সেতুর পাশে কী। ‘ইতিহাস, এই ধরনের ইতিহাস অংশগ্রহণ করা সামনে থেকে রাজনৈতিক দলের পক্ষে শান্তি বজায় রাখার আহ্বান জানান তিনি। bbox=[296, 72, 426, 110]
article-paragraph: প্রতিবেদনে আরও বলা হয়, আঞ্চলিক সংলাপের মাধ্যমে উত্তেজনা কমানো সম্ভব। এ জন্য কূটনৈতিক তৎপরতা বাড়ানোর পরামর্শ দেওয়া হয়েছে। bbox=[436, 492, 566, 520]
article-subline: প্রথম পাতার পর bbox=[197, 213, 244, 221]
article bbox=[437, 254, 567, 427]
logo-word-desh: দেশ bbox=[38, 10, 78, 40]
article-paragraph: সীমান্তে সতর্ক অবস্থায় রয়েছে বর্ডার গার্ড বাংলাদেশ (বিজিবি)। টহল জোরদার করা হয়েছে। bbox=[577, 991, 707, 1009]
article-headline: ইন্দোনেশিয়া শ্রীলঙ্কা ও bbox=[725, 805, 840, 821]
article-headline: জুলসের নাগরিকত্ব bbox=[594, 816, 690, 832]
article-paragraph: শিক্ষকরা বলছেন, প্রশাসনিক জটিলতা কমলে বিশ্ববিদ্যালয়গুলো আরও ভালো ফল করতে পারবে। নিয়োগ প্রক্রিয়ায় স্বচ্ছতা নিশ্চিত করার দাবিও জানিয়েছেন তাঁরা। bbox=[296, 480, 426, 519]
